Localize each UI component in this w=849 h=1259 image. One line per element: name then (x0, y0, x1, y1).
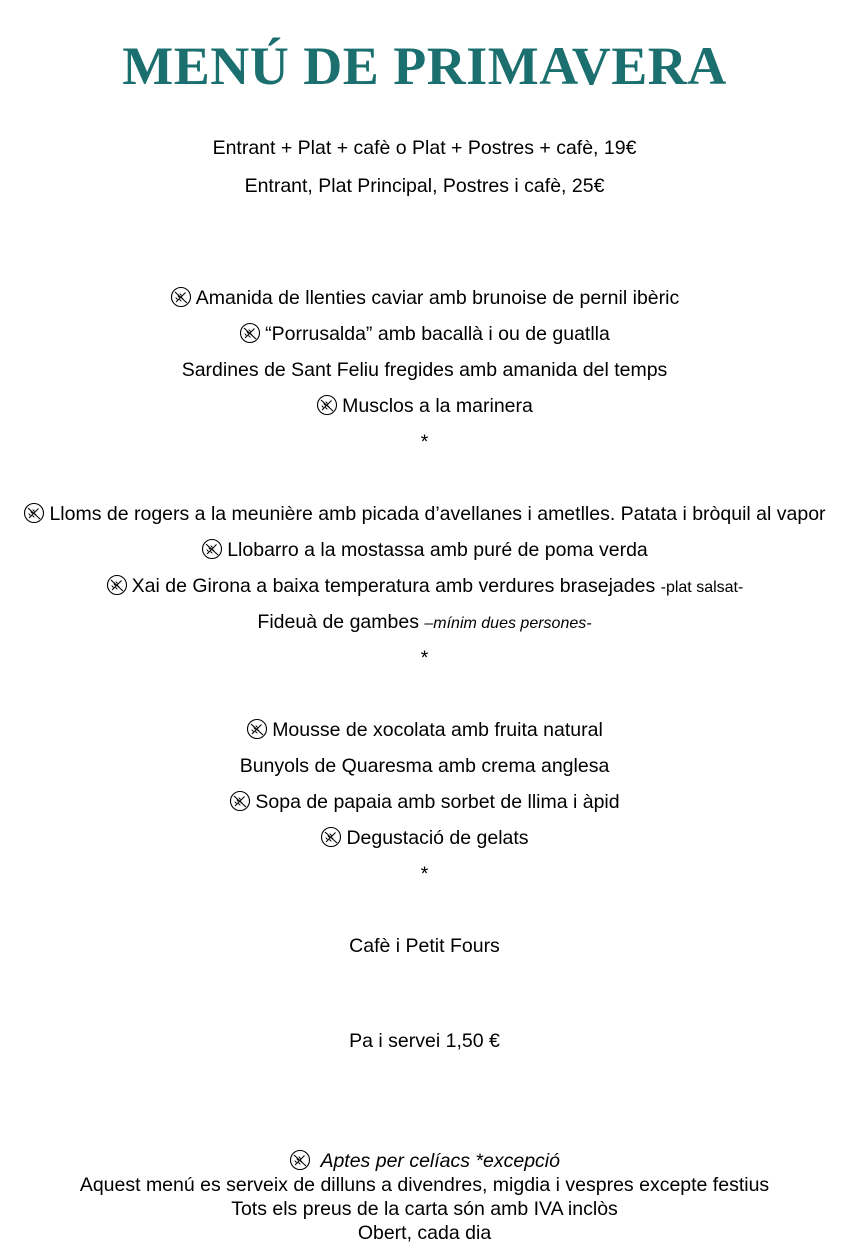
starter-label: Sardines de Sant Feliu fregides amb amanida del temps (181, 359, 668, 381)
starter-label: “Porrusalda” amb bacallà i ou de guatlla (265, 323, 610, 345)
section-separator: * (420, 431, 429, 453)
starter-label: Musclos a la marinera (342, 395, 533, 417)
footer-vat: Tots els preus de la carta són amb IVA inclòs (231, 1198, 618, 1220)
main-item (0, 574, 849, 600)
footer-open: Obert, cada dia (357, 1222, 492, 1244)
gluten-free-icon (289, 1149, 311, 1171)
main-label: Xai de Girona a baixa temperatura amb verdures brasejades (131, 575, 656, 597)
dessert-item (0, 826, 849, 850)
legend-label: Aptes per celíacs *excepció (320, 1150, 560, 1172)
gluten-free-icon (229, 790, 251, 812)
starter-item (0, 394, 849, 418)
price-option-19: Entrant + Plat + cafè o Plat + Postres + cafè, 19€ (212, 137, 637, 159)
dessert-item (0, 754, 849, 778)
price-option-25: Entrant, Plat Principal, Postres i cafè, 25€ (244, 175, 605, 197)
starter-item (0, 358, 849, 382)
starter-item (0, 322, 849, 346)
starter-item (0, 286, 849, 310)
bread-service-line: Pa i servei 1,50 € (349, 1030, 500, 1052)
gluten-free-icon (106, 574, 128, 596)
gluten-free-icon (23, 502, 45, 524)
main-item (0, 502, 849, 526)
gluten-free-icon (170, 286, 192, 308)
main-label: Fideuà de gambes (257, 611, 419, 633)
main-item (0, 610, 849, 636)
coffee-line: Cafè i Petit Fours (349, 935, 500, 957)
dessert-label: Mousse de xocolata amb fruita natural (272, 719, 603, 741)
dessert-label: Bunyols de Quaresma amb crema anglesa (239, 755, 610, 777)
gluten-free-icon (239, 322, 261, 344)
gluten-free-legend (0, 1149, 849, 1173)
main-note: –mínim dues persones- (424, 615, 592, 632)
starter-label: Amanida de llenties caviar amb brunoise de pernil ibèric (195, 287, 680, 309)
menu-title: MENÚ DE PRIMAVERA (122, 36, 727, 96)
section-separator: * (420, 647, 429, 669)
gluten-free-icon (201, 538, 223, 560)
main-label: Llobarro a la mostassa amb puré de poma verda (227, 539, 648, 561)
dessert-label: Degustació de gelats (346, 827, 529, 849)
main-note: -plat salsat- (660, 579, 744, 596)
main-label: Lloms de rogers a la meunière amb picada d’avellanes i ametlles. Patata i bròquil al vapor (49, 503, 826, 525)
dessert-label: Sopa de papaia amb sorbet de llima i àpid (255, 791, 620, 813)
gluten-free-icon (246, 718, 268, 740)
footer-schedule: Aquest menú es serveix de dilluns a divendres, migdia i vespres excepte festius (79, 1174, 770, 1196)
main-item (0, 538, 849, 562)
gluten-free-icon (316, 394, 338, 416)
dessert-item (0, 718, 849, 742)
dessert-item (0, 790, 849, 814)
section-separator: * (420, 863, 429, 885)
gluten-free-icon (320, 826, 342, 848)
